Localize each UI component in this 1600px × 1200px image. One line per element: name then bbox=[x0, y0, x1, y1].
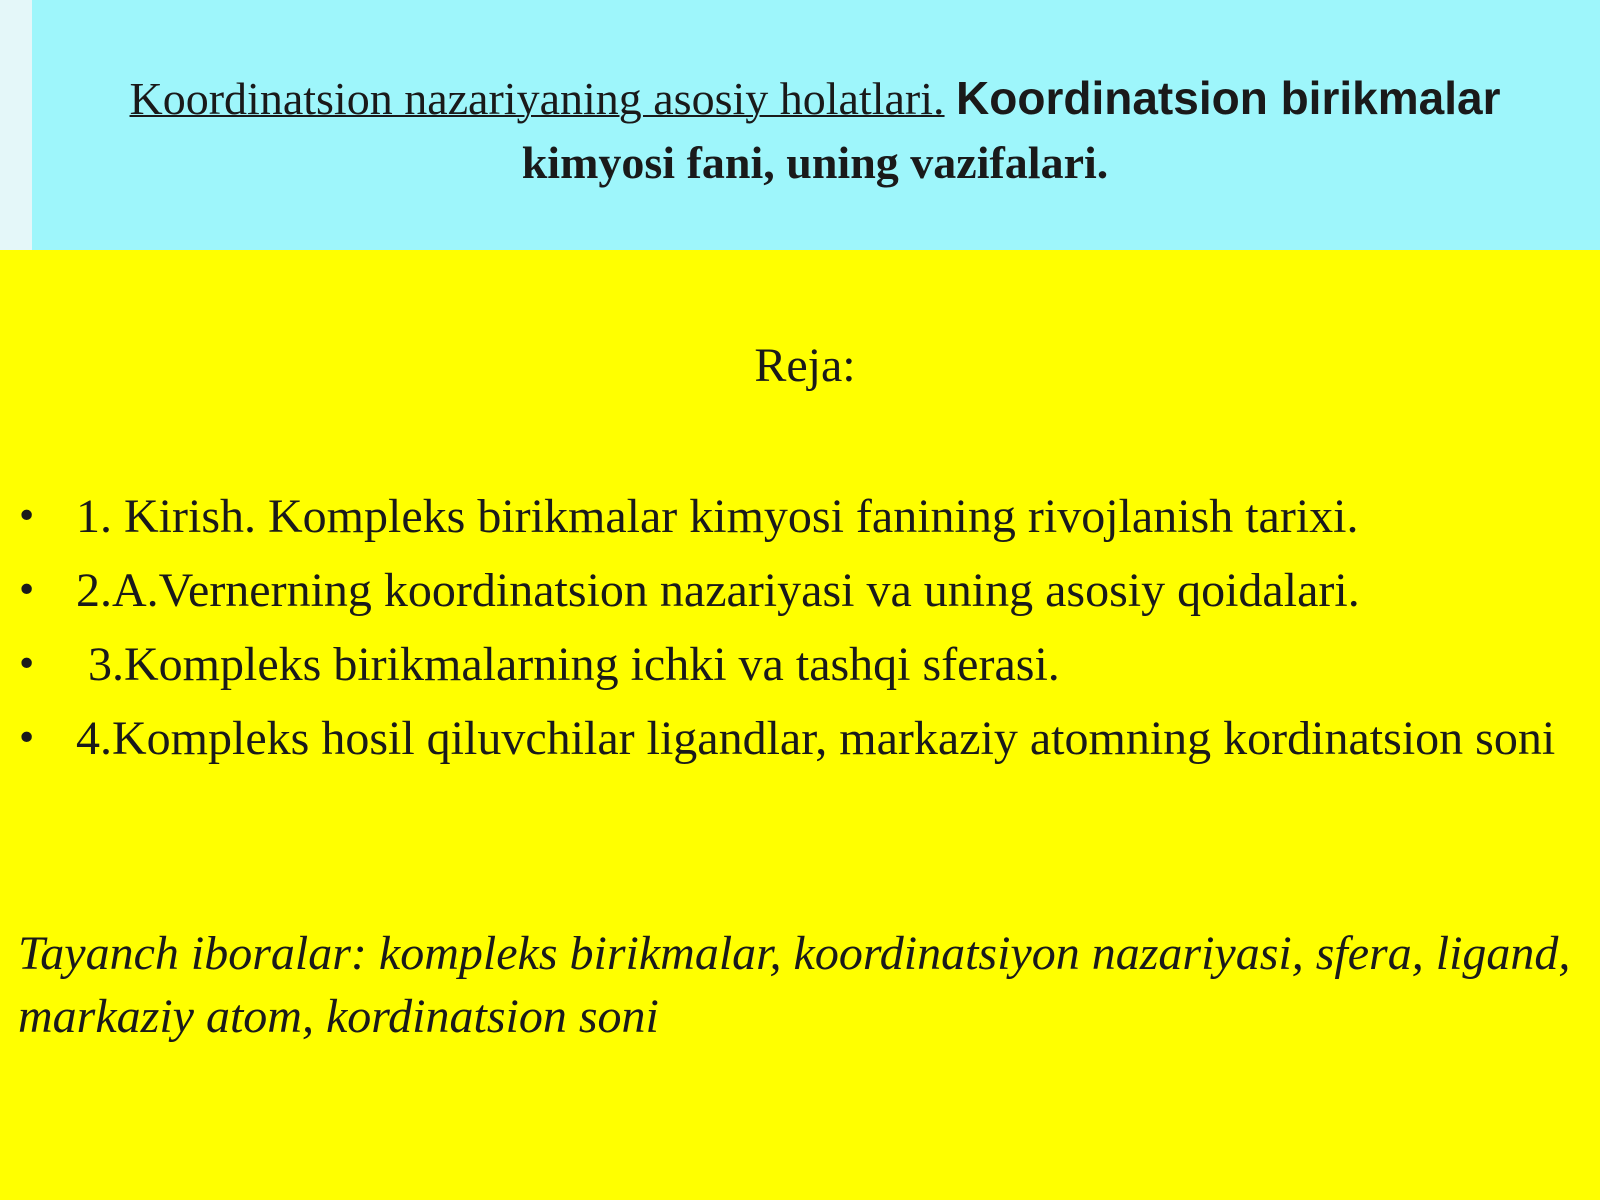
list-item bbox=[16, 486, 1586, 548]
list-item-text: 4.Kompleks hosil qiluvchilar ligandlar, markaziy atomning kordinatsion soni bbox=[76, 712, 1556, 765]
title-part-sans: Koordinatsion birikmalar bbox=[956, 72, 1501, 124]
bullet-icon: • bbox=[16, 718, 38, 759]
list-item bbox=[16, 560, 1586, 622]
list-item-text: 2.A.Vernerning koordinatsion nazariyasi va uning asosiy qoidalari. bbox=[76, 564, 1360, 617]
list-item-text: 1. Kirish. Kompleks birikmalar kimyosi fanining rivojlanish tarixi. bbox=[76, 490, 1359, 543]
title-part-bold: kimyosi fani, uning vazifalari. bbox=[521, 137, 1109, 188]
list-item bbox=[16, 708, 1586, 770]
title-link[interactable]: Koordinatsion nazariyaning asosiy holatlari. bbox=[129, 73, 945, 124]
list-item-text: 3.Kompleks birikmalarning ichki va tashqi sferasi. bbox=[76, 638, 1060, 691]
list-item bbox=[16, 634, 1586, 696]
keywords-paragraph: Tayanch iboralar: kompleks birikmalar, koordinatsiyon nazariyasi, sfera, ligand, markaziy atom, kordinatsion soni bbox=[18, 927, 1571, 1043]
bullet-icon: • bbox=[16, 644, 38, 685]
title-banner bbox=[0, 0, 1600, 250]
plan-list bbox=[16, 486, 1586, 782]
bullet-icon: • bbox=[16, 570, 38, 611]
plan-heading: Reja: bbox=[754, 339, 856, 392]
banner-edge-strip bbox=[0, 0, 32, 250]
bullet-icon: • bbox=[16, 496, 38, 537]
slide-title bbox=[40, 66, 1590, 195]
